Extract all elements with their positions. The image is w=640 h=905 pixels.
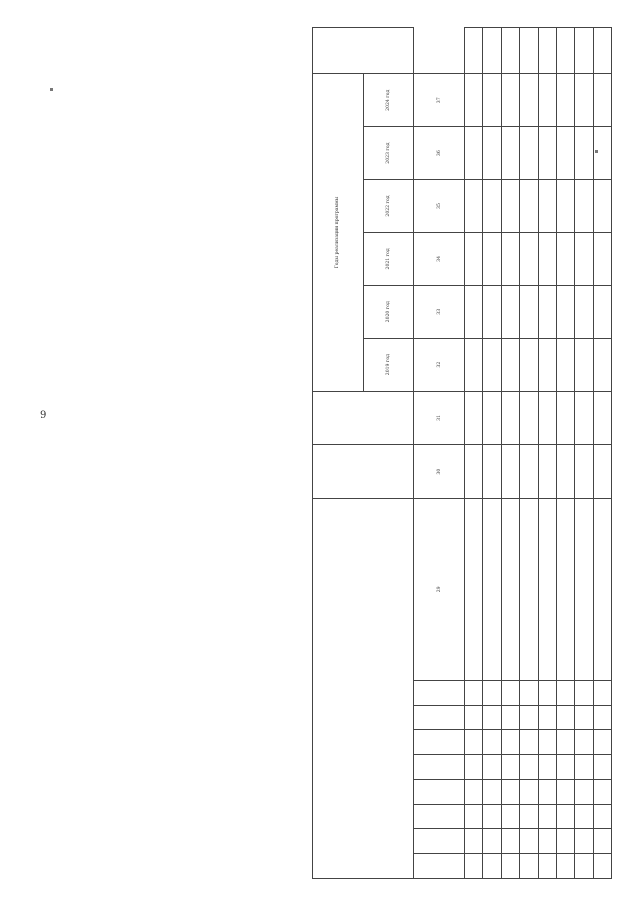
- code-cell: [575, 680, 593, 705]
- approval-line: [30, 39, 37, 219]
- code-cell: [593, 779, 611, 804]
- table-row: [501, 28, 519, 879]
- code-cell: [520, 730, 538, 755]
- value-cell: [465, 232, 483, 285]
- value-cell: [501, 391, 519, 445]
- code-cell: [556, 705, 574, 730]
- column-number-cell: 37: [414, 74, 465, 127]
- code-cell: [556, 829, 574, 854]
- value-cell: [593, 28, 611, 74]
- value-cell: [593, 391, 611, 445]
- approval-line: [86, 39, 93, 219]
- table-row: [520, 28, 538, 879]
- name-cell: [501, 498, 519, 680]
- code-cell: [465, 680, 483, 705]
- table-header-row: [313, 28, 364, 879]
- column-number-cell: [414, 804, 465, 829]
- code-cell: [483, 705, 501, 730]
- code-cell: [501, 854, 519, 879]
- name-cell: [593, 498, 611, 680]
- header-year: 2019 год: [363, 338, 414, 391]
- value-cell: [465, 391, 483, 445]
- value-cell: [575, 445, 593, 499]
- value-cell: [575, 338, 593, 391]
- value-cell: [520, 338, 538, 391]
- value-cell: [575, 391, 593, 445]
- table-row: [538, 28, 556, 879]
- value-cell: [501, 127, 519, 180]
- value-cell: [538, 180, 556, 233]
- approval-line: [65, 39, 72, 219]
- code-cell: [501, 829, 519, 854]
- name-cell: [483, 498, 501, 680]
- program-table: [312, 27, 612, 879]
- code-cell: [593, 730, 611, 755]
- value-cell: [501, 74, 519, 127]
- code-cell: [501, 730, 519, 755]
- table-row: [483, 28, 501, 879]
- code-cell: [520, 779, 538, 804]
- code-cell: [593, 829, 611, 854]
- value-cell: [501, 28, 519, 74]
- code-cell: [538, 680, 556, 705]
- code-cell: [538, 804, 556, 829]
- approval-block: [30, 39, 93, 219]
- code-cell: [483, 680, 501, 705]
- code-cell: [465, 755, 483, 780]
- code-cell: [465, 854, 483, 879]
- value-cell: [483, 232, 501, 285]
- code-cell: [501, 804, 519, 829]
- value-cell: [483, 74, 501, 127]
- value-cell: [483, 28, 501, 74]
- header-years: Годы реализации программы: [313, 74, 364, 391]
- value-cell: [520, 391, 538, 445]
- approval-line: [79, 39, 86, 219]
- code-cell: [520, 854, 538, 879]
- header-cell: [313, 445, 414, 499]
- code-cell: [465, 705, 483, 730]
- code-cell: [538, 854, 556, 879]
- value-cell: [593, 285, 611, 338]
- code-cell: [575, 755, 593, 780]
- value-cell: [556, 285, 574, 338]
- value-cell: [575, 180, 593, 233]
- code-cell: [538, 705, 556, 730]
- code-cell: [465, 829, 483, 854]
- code-cell: [520, 755, 538, 780]
- value-cell: [556, 445, 574, 499]
- table-row: [465, 28, 483, 879]
- code-cell: [520, 804, 538, 829]
- column-number-cell: 31: [414, 391, 465, 445]
- value-cell: [465, 285, 483, 338]
- value-cell: [520, 445, 538, 499]
- code-cell: [575, 730, 593, 755]
- code-cell: [556, 680, 574, 705]
- value-cell: [556, 338, 574, 391]
- code-cell: [501, 779, 519, 804]
- value-cell: [538, 338, 556, 391]
- value-cell: [593, 74, 611, 127]
- table-row: [556, 28, 574, 879]
- value-cell: [520, 232, 538, 285]
- rotated-landscape-page: [20, 17, 620, 887]
- code-cell: [483, 829, 501, 854]
- code-cell: [501, 680, 519, 705]
- code-cell: [593, 755, 611, 780]
- approval-line: [44, 39, 51, 219]
- value-cell: [556, 127, 574, 180]
- code-cell: [465, 730, 483, 755]
- column-number-cell: 32: [414, 338, 465, 391]
- approval-line: [72, 39, 79, 219]
- code-cell: [483, 730, 501, 755]
- value-cell: [501, 445, 519, 499]
- name-cell: [465, 498, 483, 680]
- code-cell: [520, 829, 538, 854]
- column-number-cell: 30: [414, 445, 465, 499]
- header-year: 2021 год: [363, 232, 414, 285]
- value-cell: [501, 338, 519, 391]
- header-cell: [313, 391, 414, 445]
- value-cell: [465, 28, 483, 74]
- code-cell: [465, 804, 483, 829]
- page-number: 9: [40, 410, 47, 421]
- value-cell: [556, 28, 574, 74]
- column-number-cell: 29: [414, 498, 465, 680]
- value-cell: [593, 127, 611, 180]
- value-cell: [465, 74, 483, 127]
- value-cell: [538, 445, 556, 499]
- column-number-cell: 36: [414, 127, 465, 180]
- value-cell: [556, 180, 574, 233]
- column-number-cell: [414, 779, 465, 804]
- value-cell: [520, 74, 538, 127]
- value-cell: [483, 445, 501, 499]
- column-number-row: [414, 28, 465, 879]
- value-cell: [501, 285, 519, 338]
- code-cell: [575, 854, 593, 879]
- value-cell: [593, 232, 611, 285]
- value-cell: [575, 74, 593, 127]
- code-cell: [538, 829, 556, 854]
- value-cell: [520, 285, 538, 338]
- value-cell: [465, 338, 483, 391]
- value-cell: [483, 180, 501, 233]
- code-cell: [593, 804, 611, 829]
- value-cell: [538, 285, 556, 338]
- value-cell: [520, 127, 538, 180]
- header-year: 2023 год: [363, 127, 414, 180]
- code-cell: [465, 779, 483, 804]
- code-cell: [556, 730, 574, 755]
- approval-line: [51, 39, 58, 219]
- name-cell: [538, 498, 556, 680]
- value-cell: [575, 127, 593, 180]
- code-cell: [483, 804, 501, 829]
- approval-line: [37, 39, 44, 219]
- value-cell: [483, 127, 501, 180]
- header-year: 2024 год: [363, 74, 414, 127]
- value-cell: [465, 445, 483, 499]
- column-number-cell: 34: [414, 232, 465, 285]
- value-cell: [483, 391, 501, 445]
- column-number-cell: [414, 680, 465, 705]
- value-cell: [465, 180, 483, 233]
- value-cell: [538, 232, 556, 285]
- value-cell: [501, 232, 519, 285]
- document-header: [38, 311, 129, 871]
- code-cell: [556, 804, 574, 829]
- table-row: [593, 28, 611, 879]
- code-cell: [593, 705, 611, 730]
- value-cell: [593, 180, 611, 233]
- code-cell: [520, 705, 538, 730]
- value-cell: [538, 391, 556, 445]
- value-cell: [575, 285, 593, 338]
- code-cell: [556, 755, 574, 780]
- name-cell: [556, 498, 574, 680]
- value-cell: [593, 445, 611, 499]
- code-cell: [501, 755, 519, 780]
- column-number-cell: [414, 829, 465, 854]
- value-cell: [538, 28, 556, 74]
- header-line: [123, 311, 130, 871]
- value-cell: [556, 391, 574, 445]
- value-cell: [465, 127, 483, 180]
- code-cell: [483, 755, 501, 780]
- code-cell: [575, 829, 593, 854]
- header-cell: [313, 498, 414, 878]
- code-cell: [538, 730, 556, 755]
- code-cell: [593, 854, 611, 879]
- code-cell: [575, 779, 593, 804]
- column-number-cell: [414, 854, 465, 879]
- table-row: [575, 28, 593, 879]
- value-cell: [520, 180, 538, 233]
- code-cell: [538, 779, 556, 804]
- code-cell: [538, 755, 556, 780]
- code-cell: [483, 854, 501, 879]
- code-cell: [575, 804, 593, 829]
- value-cell: [538, 127, 556, 180]
- value-cell: [483, 285, 501, 338]
- value-cell: [483, 338, 501, 391]
- header-year: 2020 год: [363, 285, 414, 338]
- column-number-cell: 35: [414, 180, 465, 233]
- column-number-cell: [414, 705, 465, 730]
- value-cell: [538, 74, 556, 127]
- code-cell: [593, 680, 611, 705]
- column-number-cell: 33: [414, 285, 465, 338]
- code-cell: [483, 779, 501, 804]
- header-year: 2022 год: [363, 180, 414, 233]
- value-cell: [575, 28, 593, 74]
- column-number-cell: [414, 755, 465, 780]
- value-cell: [501, 180, 519, 233]
- name-cell: [575, 498, 593, 680]
- approval-line: [58, 39, 65, 219]
- code-cell: [556, 854, 574, 879]
- value-cell: [575, 232, 593, 285]
- value-cell: [556, 232, 574, 285]
- value-cell: [593, 338, 611, 391]
- value-cell: [520, 28, 538, 74]
- column-number-cell: [414, 730, 465, 755]
- code-cell: [556, 779, 574, 804]
- code-cell: [520, 680, 538, 705]
- name-cell: [520, 498, 538, 680]
- header-cell: [313, 28, 414, 74]
- code-cell: [575, 705, 593, 730]
- code-cell: [501, 705, 519, 730]
- value-cell: [556, 74, 574, 127]
